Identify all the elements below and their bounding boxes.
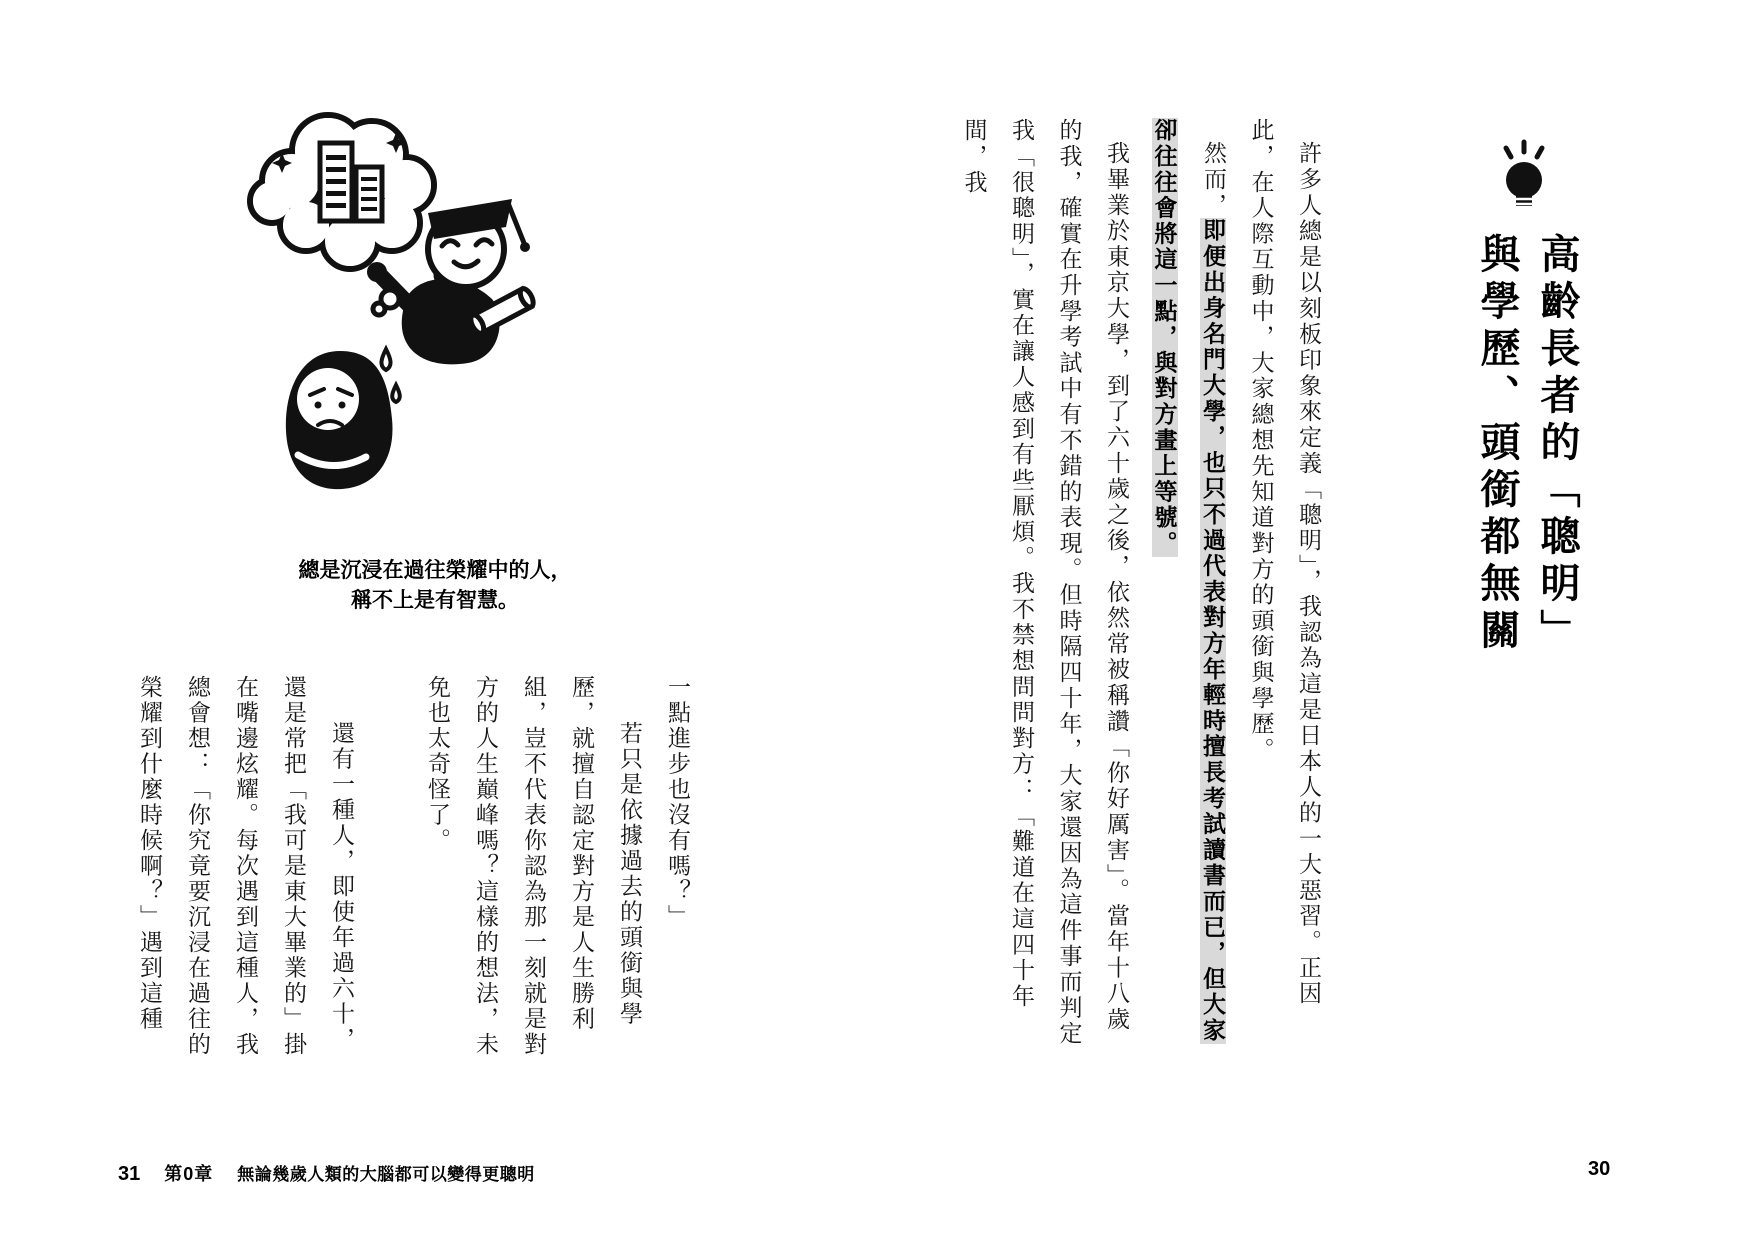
paragraph: [125, 675, 365, 1060]
paragraph-text: 我畢業於東京大學，到了六十歲之後，依然常被稱讚「你好厲害」。當年十八歲的我，確實在升學考試中有不錯的表現。但時隔四十年，大家還因為這件事而判定我「很聰明」，實在讓人感到有些厭煩。我不禁想問問對方：「難道在這四十年間，我: [961, 118, 1129, 1047]
chapter-title-line2: 與學歷、頭銜都無關: [1475, 233, 1519, 656]
lightbulb-icon: [1498, 138, 1550, 214]
paragraph: [1140, 118, 1237, 1058]
paragraph: [653, 675, 701, 1060]
paragraph-text: 許多人總是以刻板印象來定義「聰明」，我認為這是日本人的一大惡習。正因此，在人際互動中，大家總想先知道對方的頭銜與學歷。: [1248, 118, 1321, 1007]
paragraph-text: 然而，: [1201, 141, 1226, 219]
body-text-right: [950, 118, 1332, 1058]
paragraph: [1237, 118, 1332, 1058]
footer: [118, 1160, 535, 1186]
paragraph-text: 若只是依據過去的頭銜與學歷，就擅自認定對方是人生勝利組，豈不代表你認為那一刻就是對方的人生巔峰嗎？這樣的想法，未免也太奇怪了。: [425, 675, 642, 1058]
chapter-running-title: 無論幾歲人類的大腦都可以變得更聰明: [237, 1165, 535, 1184]
highlighted-text: 即便出身名門大學，也只不過代表對方年輕時擅長考試讀書而已，但大家卻往往會將這一點，與對方畫上等號。: [1151, 118, 1226, 1045]
chapter-title-line1: 高齡長者的「聰明」: [1535, 233, 1579, 656]
caption-line-2: 稱不上是有智慧。: [351, 589, 519, 612]
page-number-left: 31: [118, 1163, 141, 1185]
caption-line-1: 總是沉浸在過往榮耀中的人，: [298, 559, 572, 582]
chapter-title: [1467, 233, 1587, 685]
paragraph-text: 一點進步也沒有嗎？」: [665, 675, 690, 930]
paragraph-text: 還有一種人，即使年過六十，還是常把「我可是東大畢業的」掛在嘴邊炫耀。每次遇到這種人，我總會想：「你究竟要沉浸在過往的榮耀到什麼時候啊？」遇到這種: [137, 675, 354, 1058]
illustration-caption: [240, 556, 630, 616]
chapter-label: 第0章: [164, 1164, 214, 1184]
paragraph: [950, 118, 1140, 1058]
sad-person: [286, 349, 400, 489]
page-number-right: 30: [1588, 1158, 1611, 1180]
breath-puff-icon: [373, 290, 399, 315]
paragraph: [413, 675, 653, 1060]
body-text-left: [125, 675, 701, 1060]
past-glory-illustration: [240, 103, 560, 553]
